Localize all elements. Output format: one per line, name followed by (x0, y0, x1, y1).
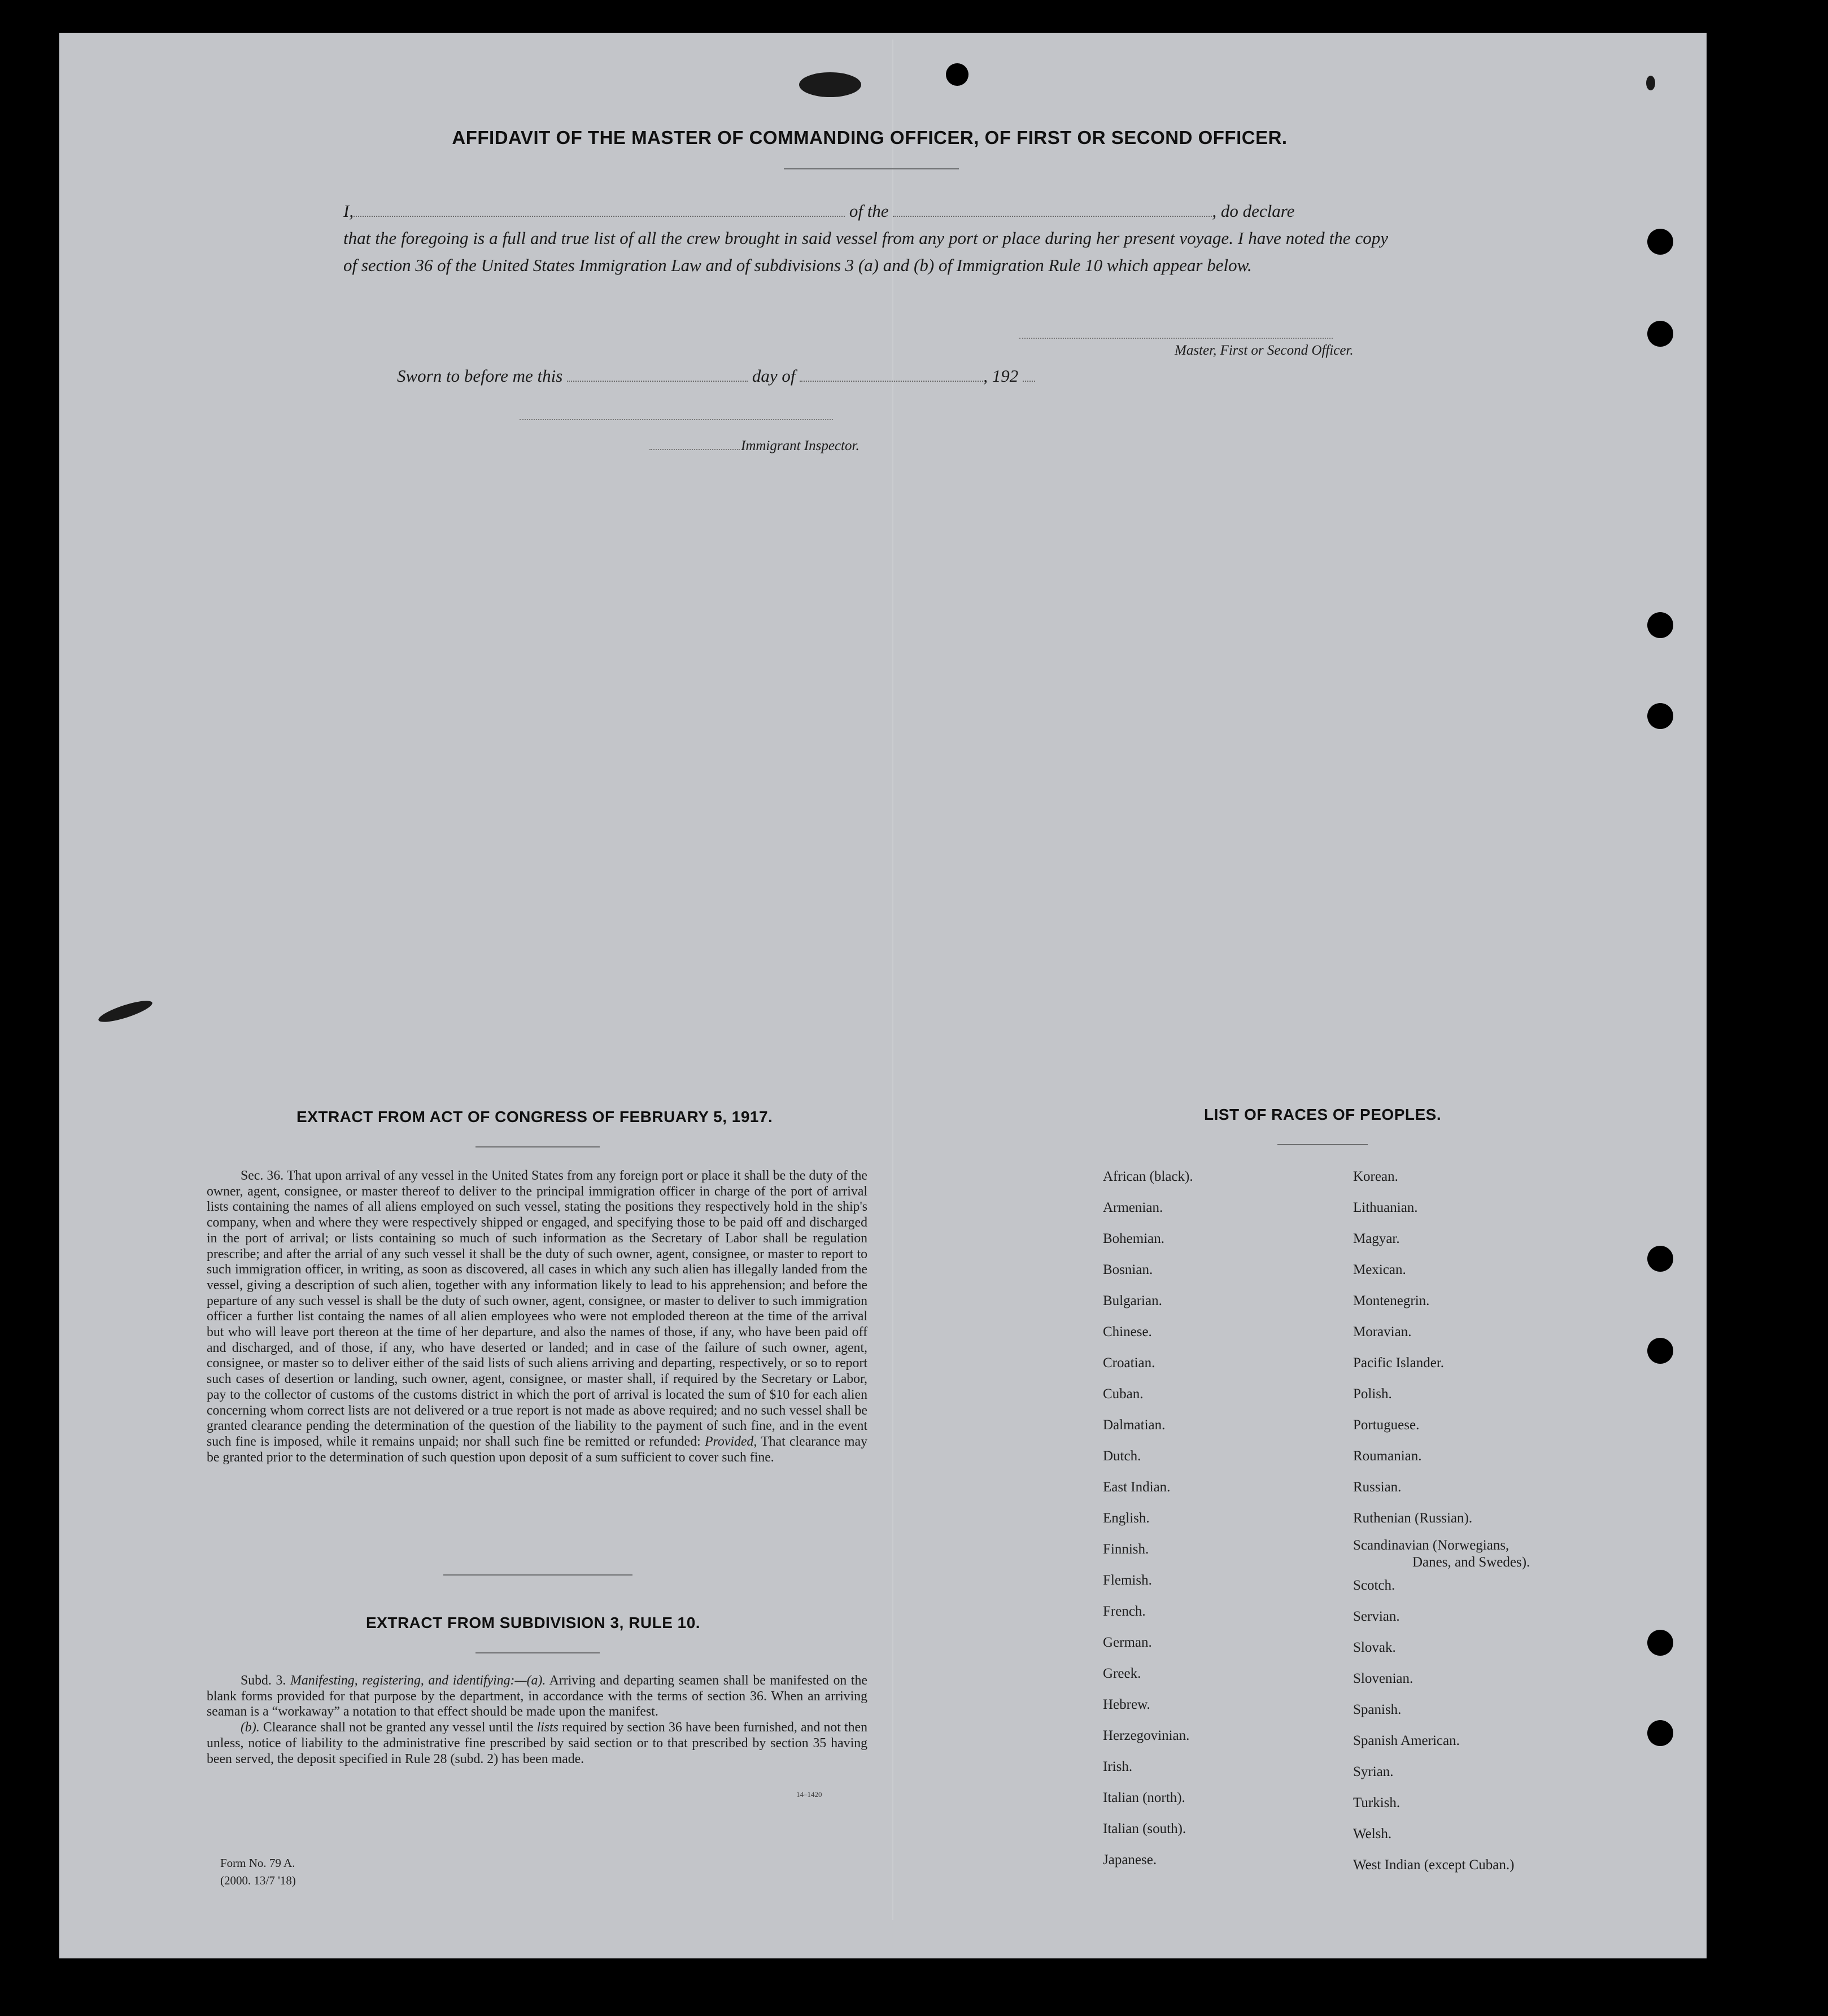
race-item: Pacific Islander. (1353, 1355, 1445, 1371)
race-item: German. (1103, 1635, 1152, 1650)
punch-hole (1647, 321, 1673, 347)
print-code: 14–1420 (796, 1790, 822, 1799)
race-item: Mexican. (1353, 1262, 1406, 1277)
race-item: African (black). (1103, 1169, 1193, 1184)
vessel-name-field[interactable] (893, 215, 1212, 217)
race-item: Turkish. (1353, 1795, 1401, 1810)
race-item: English. (1103, 1511, 1150, 1526)
form-edition: (2000. 13/7 '18) (220, 1874, 296, 1887)
inspector-name-line[interactable] (649, 449, 740, 450)
sworn-month-field[interactable] (800, 380, 983, 382)
sworn-day-of: day of (752, 366, 796, 386)
inspector-signature-line[interactable] (520, 419, 833, 420)
sworn-year-prefix: , 192 (983, 366, 1019, 386)
section-divider (443, 1574, 632, 1576)
race-item: Spanish. (1353, 1702, 1402, 1717)
race-item: Servian. (1353, 1609, 1400, 1624)
race-item: Bulgarian. (1103, 1293, 1162, 1308)
race-item: French. (1103, 1604, 1146, 1619)
form-number-block (220, 1854, 296, 1890)
race-item: Irish. (1103, 1759, 1133, 1774)
punch-hole (1647, 612, 1673, 638)
races-right-column (1353, 1161, 1530, 1880)
race-item: Flemish. (1103, 1573, 1152, 1588)
punch-hole (1647, 1630, 1673, 1656)
race-item: Japanese. (1103, 1852, 1157, 1867)
race-item: Greek. (1103, 1666, 1141, 1681)
congress-title-rule (475, 1146, 600, 1147)
title-rule (784, 168, 959, 169)
race-item: Moravian. (1353, 1324, 1412, 1339)
races-title-rule (1277, 1144, 1368, 1145)
congress-extract-text: Sec. 36. That upon arrival of any vessel in the United States from any foreign port or place it shall be the duty of the owner, agent, consignee, or master thereof to deliver to the principal immigration officer in charge of the port of arrival lists containing the names of all aliens employed on such vessel, stating the positions they respectively hold in the ship's company, when and where they were respectively shipped or engaged, and specifying those to be paid off and discharged in the port of arrival; or lists containing so much of such information as the Secretary of Labor shall be regulation prescribe; and after the arrial of any such vessel it shall be the duty of such owner, agent, consignee, or master to report to such immigration officer, in writing, as soon as discovered, all cases in which any such alien has illegally landed from the vessel, giving a description of such alien, together with any information likely to lead to his apprehension; and before the peparture of any such vessel is shall be the duty of such owner, agent, consignee, or master to deliver to such immigration officer a further list containg the names of all alien employees who were not emploded thereon at the time of the arrival but who will leave port thereon at the time of her departure, and also the names of those, if any, who have been paid off and discharged, and of those, if any, who have deserted or landed; and in case of the failure of such owner, agent, consignee, or master so to deliver either of the said lists of such aliens arriving and departing, respectively, or so to report such cases of desertion or landing, such owner, agent, consignee, or master shall, if required by the Secretary or Labor, pay to the collector of customs of the customs district in which the port of arrival is located the sum of $10 for each alien concerning whom correct lists are not delivered or a true report is not made as above required; and no such vessel shall be granted clearance pending the determination of the question of the liability to the payment of such fine, and in the event such fine is imposed, while it remains unpaid; nor shall such fine be remitted or refunded: Provided, That clearance may be granted prior to the determination of such question upon deposit of a sum sufficient to cover such fine. (207, 1168, 868, 1465)
punch-hole (1647, 229, 1673, 255)
race-item: Syrian. (1353, 1764, 1394, 1779)
punch-hole (1647, 1246, 1673, 1272)
race-item: Hebrew. (1103, 1697, 1150, 1712)
race-item: Scandinavian (Norwegians, Danes, and Swedes). (1353, 1538, 1530, 1570)
race-item: Magyar. (1353, 1231, 1400, 1246)
sworn-prefix: Sworn to before me this (397, 366, 563, 386)
race-item: Polish. (1353, 1386, 1392, 1402)
rule-title-rule (475, 1652, 600, 1653)
race-item: Herzegovinian. (1103, 1728, 1190, 1743)
sworn-day-field[interactable] (567, 380, 748, 382)
signature-line[interactable] (1019, 338, 1333, 339)
race-item: Korean. (1353, 1169, 1398, 1184)
race-item: Bosnian. (1103, 1262, 1153, 1277)
race-item: Croatian. (1103, 1355, 1155, 1371)
race-item: Slovenian. (1353, 1671, 1413, 1686)
races-left-column (1103, 1161, 1193, 1875)
race-item: Roumanian. (1353, 1448, 1422, 1464)
race-item: Montenegrin. (1353, 1293, 1430, 1308)
inspector-label: Immigrant Inspector. (741, 438, 860, 453)
race-item: Dalmatian. (1103, 1417, 1166, 1433)
punch-hole (1647, 1720, 1673, 1746)
race-item: Chinese. (1103, 1324, 1152, 1339)
affidavit-declaration: that the foregoing is a full and true list of all the crew brought in said vessel from any port or place during her present voyage. I have noted the copy of section 36 of the United States Immigration Law and of subdivisions 3 (a) and (b) of Immigration Rule 10 which appear below. (343, 228, 1388, 275)
race-item: East Indian. (1103, 1480, 1171, 1495)
officer-name-field[interactable] (354, 215, 845, 217)
race-item: Spanish American. (1353, 1733, 1460, 1748)
affidavit-body (343, 198, 1388, 279)
race-item: Cuban. (1103, 1386, 1144, 1402)
races-title: LIST OF RACES OF PEOPLES. (1204, 1106, 1442, 1123)
ink-blot (799, 72, 861, 97)
affidavit-do-declare: , do declare (1212, 201, 1295, 221)
race-item: Portuguese. (1353, 1417, 1420, 1433)
affidavit-title: AFFIDAVIT OF THE MASTER OF COMMANDING OFFICER, OF FIRST OR SECOND OFFICER. (452, 127, 1288, 148)
race-item: Lithuanian. (1353, 1200, 1418, 1215)
form-number: Form No. 79 A. (220, 1856, 295, 1870)
race-item: Ruthenian (Russian). (1353, 1511, 1473, 1526)
ink-blot (1646, 76, 1655, 90)
race-item: Italian (south). (1103, 1821, 1186, 1836)
race-item: Italian (north). (1103, 1790, 1185, 1805)
race-item: West Indian (except Cuban.) (1353, 1857, 1515, 1873)
race-item: Finnish. (1103, 1542, 1149, 1557)
punch-hole (1647, 703, 1673, 729)
race-item: Russian. (1353, 1480, 1402, 1495)
race-item: Dutch. (1103, 1448, 1141, 1464)
race-item: Scotch. (1353, 1578, 1395, 1593)
rule-extract-title: EXTRACT FROM SUBDIVISION 3, RULE 10. (366, 1614, 701, 1631)
punch-hole (946, 63, 968, 86)
race-item: Slovak. (1353, 1640, 1396, 1655)
rule-extract-text: Subd. 3. Manifesting, registering, and identifying:—(a). Arriving and departing seamen shall be manifested on the blank forms provided for that purpose by the department, in accordance with the terms of section 36. When an arriving seaman is a “workaway” a notation to that effect should be made upon the manifest. (b). Clearance shall not be granted any vessel until the lists required by section 36 have been furnished, and not then unless, notice of liability to the administrative fine prescribed by said section or to that prescribed by section 35 having been served, the deposit specified in Rule 28 (subd. 2) has been made. (207, 1673, 867, 1766)
signature-label: Master, First or Second Officer. (1175, 343, 1354, 358)
punch-hole (1647, 1338, 1673, 1364)
race-item: Welsh. (1353, 1826, 1392, 1842)
sworn-line (397, 366, 1035, 386)
congress-extract-title: EXTRACT FROM ACT OF CONGRESS OF FEBRUARY 5, 1917. (296, 1108, 773, 1125)
sworn-year-field[interactable] (1023, 380, 1035, 382)
sec-label: Sec. 36. (241, 1168, 284, 1183)
affidavit-of-the: of the (849, 201, 889, 221)
page-fold (892, 40, 893, 1920)
race-item: Bohemian. (1103, 1231, 1165, 1246)
subd-label: Subd. 3. (241, 1673, 286, 1688)
race-item: Armenian. (1103, 1200, 1163, 1215)
affidavit-i: I, (343, 201, 354, 221)
